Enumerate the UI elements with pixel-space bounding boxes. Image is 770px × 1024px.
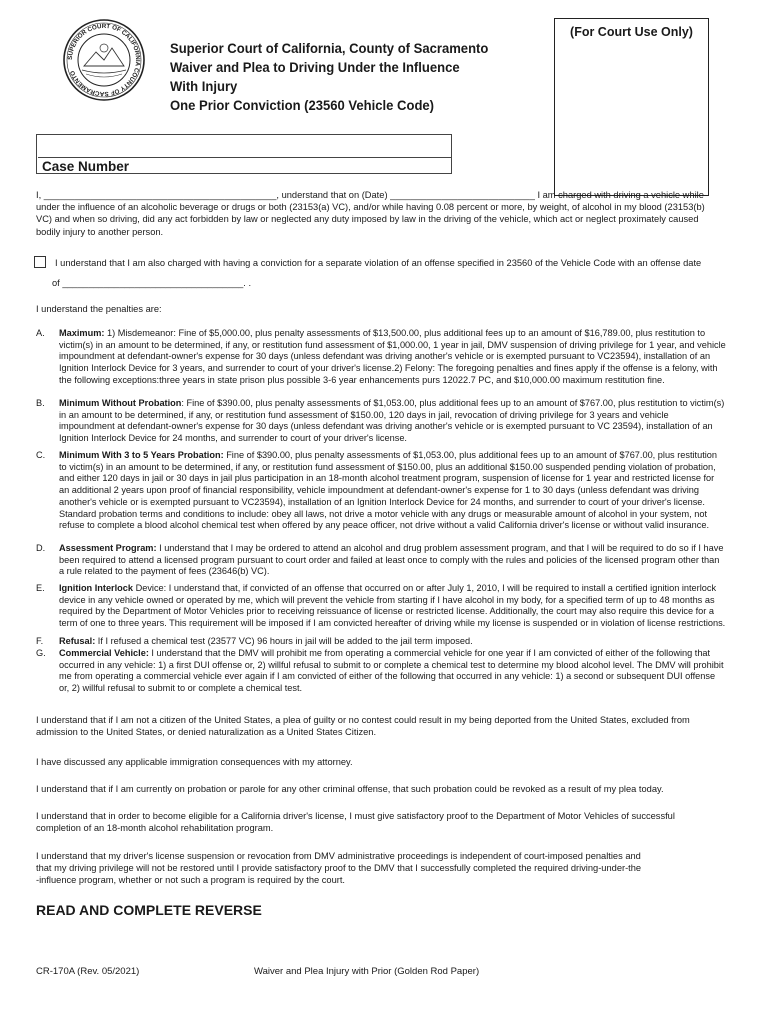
penalty-item	[36, 328, 726, 387]
title-line-2: Waiver and Plea to Driving Under the Influence	[170, 60, 460, 76]
dmv-paragraph	[36, 850, 716, 887]
penalty-letter: A.	[36, 328, 45, 338]
penalty-letter: D.	[36, 543, 46, 553]
prior-conviction-checkbox[interactable]	[34, 256, 46, 268]
penalty-heading: Refusal:	[59, 636, 96, 646]
title-line-1: Superior Court of California, County of Sacramento	[170, 41, 489, 57]
form-number: CR-170A (Rev. 05/2021)	[36, 966, 140, 977]
citizenship-paragraph: I understand that if I am not a citizen of the United States, a plea of guilty or no contest could result in my being deported from the United States, excluded from admission to the United States, or denied naturalization as a United States Citizen.	[36, 715, 690, 738]
penalty-text: I understand that I may be ordered to attend an alcohol and drug problem assessment program, and that I will be required to do so if I have been required to attend a licensed program pursuant to court order and failed at least once to comply with the rules and policies of the licensed program other than a rule related to the payment of fees (23646(b) VC).	[59, 543, 724, 577]
prior-offense-date-line[interactable]: of ___________________________________. .	[52, 278, 252, 288]
penalty-heading: Minimum With 3 to 5 Years Probation:	[59, 450, 224, 460]
penalty-item	[36, 583, 726, 630]
prior-conviction-text: I understand that I am also charged with having a conviction for a separate violation of an offense specified in 23560 of the Vehicle Code with an offense date	[55, 258, 702, 268]
read-reverse-heading: READ AND COMPLETE REVERSE	[36, 902, 262, 918]
penalty-text: I understand that the DMV will prohibit me from operating a commercial vehicle for one year if I am convicted of either of the following that occurred in any vehicle: 1) a first DUI offense or, 2) willful refusal to submit to or complete a chemical test to determine my blood alcohol level. The DMV will prohibit me from operating a commercial vehicle ever again if I am convicted of either of the following that occurred in any vehicle: 1) a second or subsequent DUI offense or, 2) willful refusal to submit to or complete a chemical test.	[59, 648, 724, 694]
penalty-heading: Commercial Vehicle:	[59, 648, 149, 658]
penalty-text: 1) Misdemeanor: Fine of $5,000.00, plus penalty assessments of $13,500.00, plus additional fees up to an amount of $16,789.00, plus restitution to victim(s) in an amount to be determined, if any, or restitution fund assessment of $1,000.00, 1 year in jail, DMV suspension of driving privilege for 1 year, and vehicle impoundment at defendant-owner's expense for 30 days (unless defendant was driving another's vehicle or is exempted pursuant to VC23594), installation of an Ignition Interlock Device for 3 years, and surrender to court of your driver's license.2) Felony: The foregoing penalties and fines apply if the offense is a felony, with the following exceptions:three years in state prison plus possible 3-6 year enhancements purs 12022.7 PC, and $10,000.00 maximum restitution fine.	[59, 328, 726, 385]
form-title	[170, 40, 488, 116]
penalty-item	[36, 648, 726, 695]
court-seal	[62, 18, 146, 102]
penalty-item	[36, 398, 726, 445]
intro-paragraph: I, _____________________________________________, understand that on (Date) ____________________________ I am charged with driving a vehicle while under the influence of an alcoholic beverage or drugs or both (23153(a) VC), and/or while having 0.08 percent or more, by weight, of alcohol in my blood (23153(b) VC) and when so driving, did any act forbidden by law or neglected any duty imposed by law in the driving of the vehicle, which act or neglect proximately caused bodily injury to another person.	[36, 190, 705, 237]
penalties-intro: I understand the penalties are:	[36, 304, 162, 314]
penalty-letter: C.	[36, 450, 46, 460]
case-number-label: Case Number	[38, 157, 452, 174]
dmv-line-1: I understand that my driver's license suspension or revocation from DMV administrative proceedings is independent of court-imposed penalties and	[36, 851, 641, 861]
penalty-heading: Assessment Program:	[59, 543, 157, 553]
penalty-item	[36, 543, 726, 578]
penalty-text: Device: I understand that, if convicted of an offense that occurred on or after July 1, 2010, I will be required to install a certified ignition interlock device in any vehicle owned or operated by me, which will prevent the vehicle from starting if I have alcohol in my body, for a specified term of up to 48 months as required by the Department of Motor Vehicles prior to receiving reissuance of license or restricted license. Additionally, the court may also require this device for a term of one to three years. This requirement will be imposed if I am convicted hereafter of driving while my license is suspended or in violation of license restrictions.	[59, 583, 726, 629]
seal-text: SUPERIOR COURT OF CALIFORNIA COUNTY OF SACRAMENTO	[66, 22, 142, 98]
title-line-3: With Injury	[170, 79, 238, 95]
title-line-4: One Prior Conviction (23560 Vehicle Code)	[170, 98, 435, 114]
license-eligibility-paragraph: I understand that in order to become eligible for a California driver's license, I must give satisfactory proof to the Department of Motor Vehicles of successful completion of an 18-month alcohol rehabilitation program.	[36, 811, 675, 834]
dmv-line-3: -influence program, whether or not such a program is required by the court.	[36, 875, 346, 886]
dmv-line-2: that my driving privilege will not be restored until I provide satisfactory proof to the DMV that I successfully completed the required driving-under-the	[36, 863, 642, 874]
penalty-item	[36, 636, 726, 648]
penalty-heading: Maximum:	[59, 328, 105, 338]
penalty-letter: F.	[36, 636, 44, 646]
penalty-text: : Fine of $390.00, plus penalty assessments of $1,053.00, plus additional fees up to an amount of $767.00, plus restitution to victim(s) in an amount to be determined, if any, or restitution fund assessment of $150.00, 120 days in jail, revocation of driving privilege for 3 years and vehicle impoundment at defendant-owner's expense for 30 days (unless defendant was driving another's vehicle or is exempted pursuant to VC 23594), installation of an Ignition Interlock Device for 24 months, and surrender to court of your driver's license.	[59, 398, 725, 444]
penalty-letter: E.	[36, 583, 45, 593]
immigration-paragraph: I have discussed any applicable immigration consequences with my attorney.	[36, 757, 353, 767]
probation-paragraph: I understand that if I am currently on probation or parole for any other criminal offense, that such probation could be revoked as a result of my plea today.	[36, 784, 664, 794]
penalty-letter: G.	[36, 648, 46, 658]
penalty-text: If I refused a chemical test (23577 VC) 96 hours in jail will be added to the jail term imposed.	[95, 636, 473, 646]
penalty-item	[36, 450, 726, 532]
penalty-letter: B.	[36, 398, 45, 408]
penalty-text: Fine of $390.00, plus penalty assessments of $1,053.00, plus additional fees up to an amount of $767.00, plus restitution to victim(s) in an amount to be determined, if any, or restitution fund assessment of $150.00, plus an additional $150.00 suspended pending violation of probation, and either 120 days in jail or 30 days in jail plus participation in an 18-month alcohol treatment program, suspension of license for 1 year and restricted license for an additional 2 years upon proof of financial responsibility, vehicle impoundment at defendant-owner's expense for 1 to 30 days (unless defendant was driving another's vehicle or is exempted pursuant to VC23594), installation of an Ignition Interlock Device for 24 months, and surrender to court of your driver's license. Standard probation terms and conditions to include: obey all laws, not drive a motor vehicle with any drugs or measurable amount of alcohol in your system, not refuse to complete a blood alcohol chemical test when offered by any peace officer, not drive without a valid California driver's license or without valid insurance.	[59, 450, 718, 531]
penalty-heading: Minimum Without Probation	[59, 398, 182, 408]
court-use-label: (For Court Use Only)	[570, 25, 693, 39]
court-use-box	[554, 18, 709, 196]
penalty-heading: Ignition Interlock	[59, 583, 134, 593]
form-footer-title: Waiver and Plea Injury with Prior (Golden Rod Paper)	[254, 966, 480, 977]
